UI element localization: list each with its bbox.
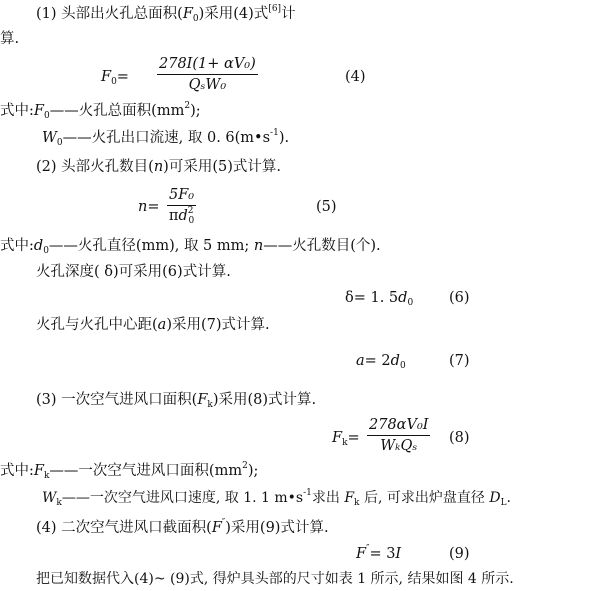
equation-9-number: (9) <box>449 546 470 562</box>
section4-intro: (4) 二次空气进风口截面积(F″)采用(9)式计算. <box>36 518 329 536</box>
equation-7: $a= 2d_0$ <box>356 353 406 371</box>
section3-intro: (3) 一次空气进风口面积$(F_k)$采用(8)式计算. <box>36 392 317 410</box>
section2-intro: (2) 头部火孔数目(n)可采用(5)式计算. <box>36 159 281 175</box>
equation-5-denominator: $\pi d^2_0$ <box>168 206 195 226</box>
equation-8-fraction <box>367 416 430 455</box>
equation-4-denominator: QₛW₀ <box>188 77 227 93</box>
section1-intro-continued: 算. <box>0 31 20 47</box>
equation-4-fraction <box>157 55 258 94</box>
section3-definition-fk: 式中$:F_k——$一次空气进风口面积$(mm^2)$; <box>0 461 259 481</box>
section4-conclusion: 把已知数据代入(4)~ (9)式, 得炉具头部的尺寸如表 1 所示, 结果如图 4 所示. <box>36 571 514 587</box>
equation-5-number: (5) <box>316 199 337 215</box>
equation-5-lhs: n= <box>138 199 160 215</box>
equation-4-lhs: $F_0=$ <box>101 69 129 87</box>
equation-8-numerator: 278αV₀I <box>367 416 430 436</box>
equation-8-denominator: WₖQₛ <box>380 438 418 454</box>
equation-4-number: (4) <box>345 69 366 85</box>
section3-definition-wk: $W_k——$一次空气进风口速度, 取 1. 1 $m•s^{-1}$求出 $F_k$ 后, 可求出炉盘直径 $D_L$. <box>42 488 511 508</box>
equation-7-number: (7) <box>449 353 470 369</box>
equation-6-number: (6) <box>449 290 470 306</box>
equation-8-lhs: $F_k=$ <box>332 430 360 448</box>
equation-5-numerator: 5F₀ <box>167 186 196 206</box>
section2-distance-text: 火孔与火孔中心距(a)采用(7)式计算. <box>36 317 270 333</box>
equation-9: F″= 3I <box>356 544 402 562</box>
section1-definition-f0: 式中$:F_0——$火孔总面积$(mm^2)$; <box>0 101 201 121</box>
section2-definition-d0: 式中$:d_0——$火孔直径(mm), 取 5 mm; n——火孔数目(个). <box>0 238 381 256</box>
equation-5-fraction <box>167 186 196 225</box>
equation-4-numerator: 278I(1+ αV₀) <box>157 55 258 75</box>
section1-intro: (1) 头部出火孔总面积$(F_0)$采用(4)式[6]计 <box>36 4 296 24</box>
equation-8-number: (8) <box>449 430 470 446</box>
equation-6: δ= 1. $5d_0$ <box>345 290 414 308</box>
section2-depth-text: 火孔深度( δ)可采用(6)式计算. <box>36 264 231 280</box>
section1-definition-w0: $W_0——$火孔出口流速, 取 0. $6(m•s^{-1})$. <box>42 128 290 148</box>
